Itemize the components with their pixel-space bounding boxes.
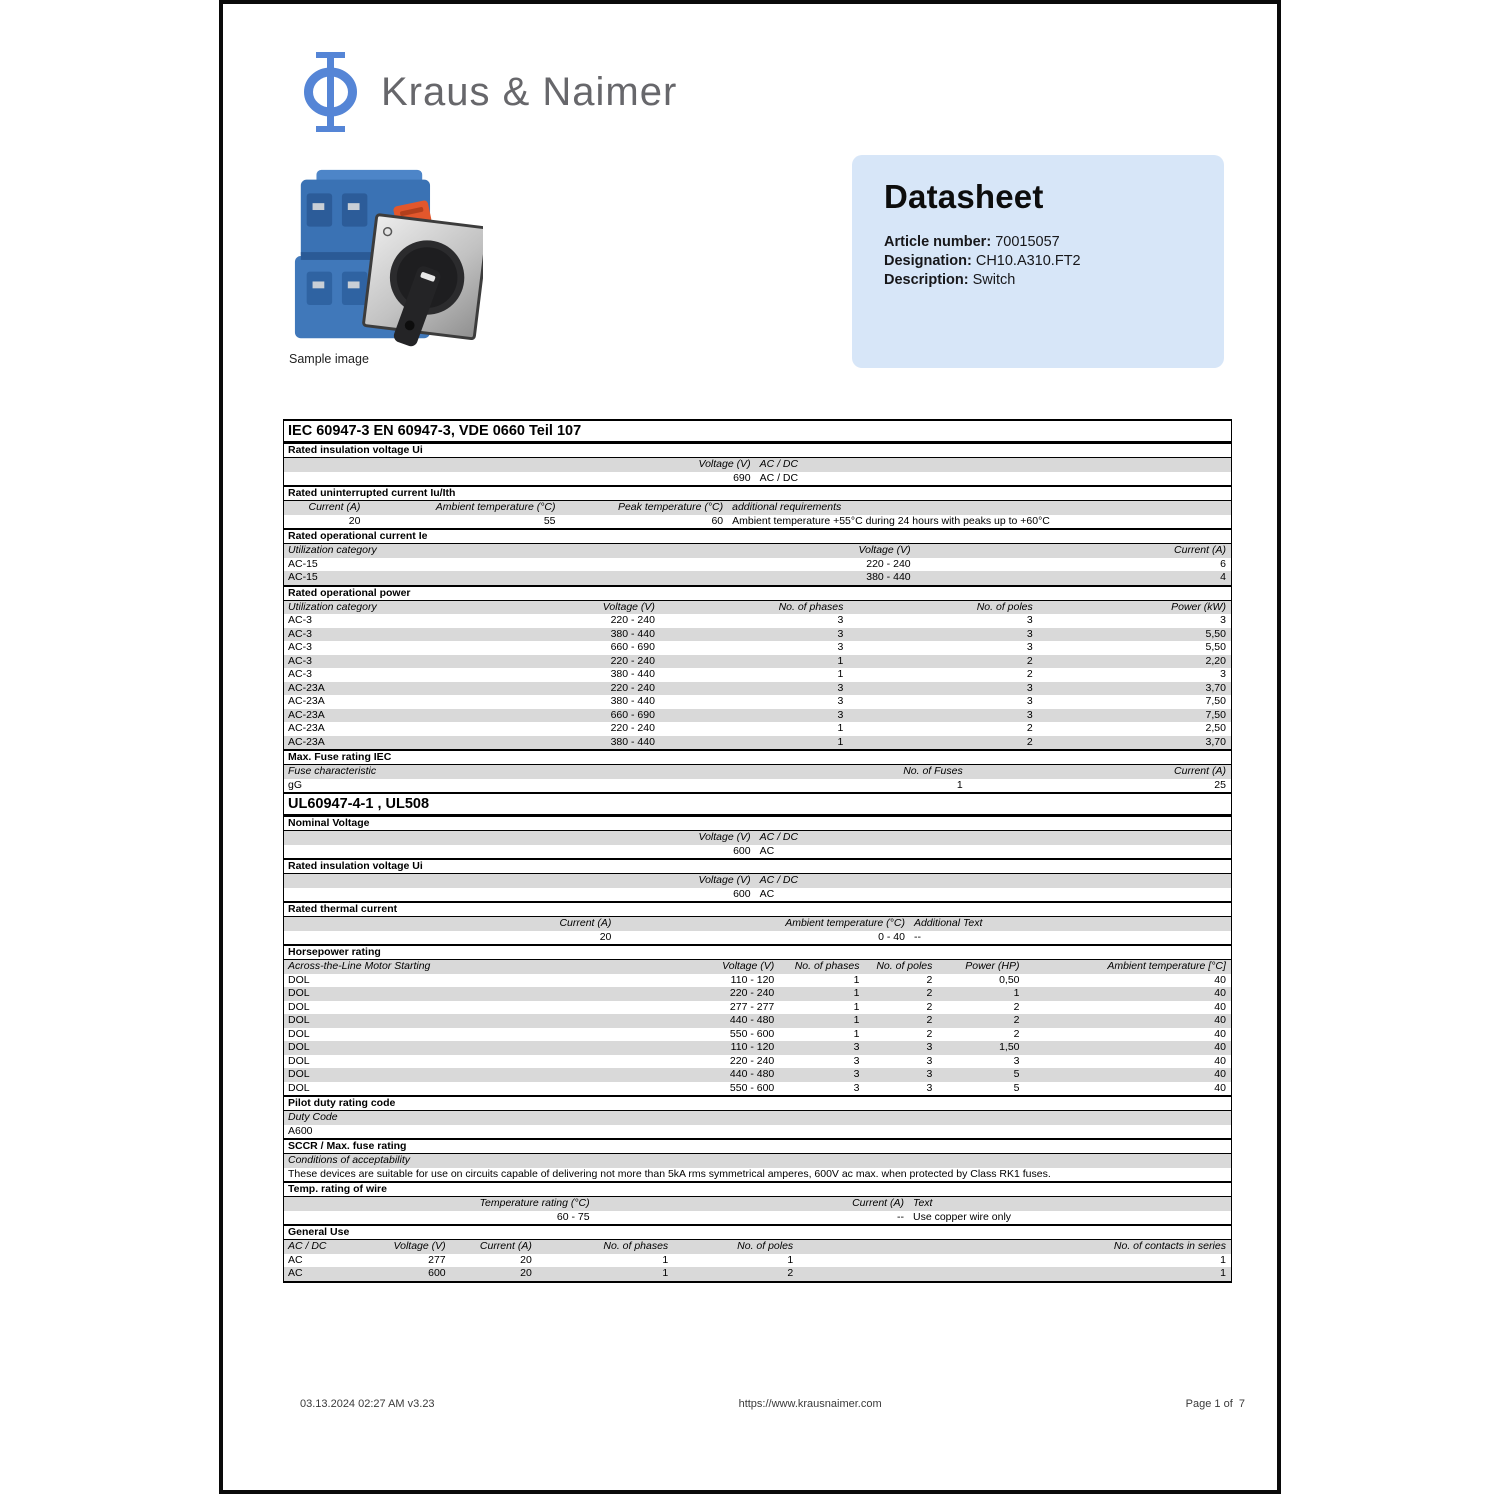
table-cell: 690	[733, 471, 751, 484]
column-header-row	[284, 874, 1231, 888]
table-cell: DOL	[288, 1041, 310, 1053]
table-cell: AC-3	[288, 614, 312, 626]
table-cell: 3	[1026, 708, 1033, 721]
footer-datetime: 03.13.2024 02:27 AM v3.23	[300, 1398, 435, 1410]
table-cell: 3	[926, 1054, 933, 1067]
table-cell: 3	[1220, 614, 1226, 626]
table-cell: 277	[428, 1253, 446, 1266]
data-row	[284, 472, 1231, 486]
table-cell: 20	[520, 1267, 532, 1279]
product-image	[287, 164, 483, 350]
table-cell: 20	[348, 514, 361, 527]
column-header-row	[284, 501, 1231, 515]
table-cell: Peak temperature (°C)	[617, 501, 724, 513]
table-cell: 2	[1026, 668, 1033, 680]
section-header: Rated thermal current	[284, 901, 1231, 917]
data-row	[284, 1014, 1231, 1028]
data-row	[284, 571, 1231, 585]
table-cell: 1	[853, 987, 860, 999]
table-cell: AC-15	[288, 557, 318, 570]
table-cell: 600	[733, 887, 751, 900]
article-number-label: Article number:	[884, 234, 992, 250]
table-cell: DOL	[288, 987, 310, 999]
data-row	[284, 1041, 1231, 1055]
table-cell: 3	[837, 681, 844, 694]
table-cell: AC / DC	[288, 1240, 327, 1252]
description-label: Description:	[884, 272, 969, 288]
table-cell: 277 - 277	[729, 1000, 775, 1013]
table-cell: DOL	[288, 1068, 310, 1080]
column-header-row	[284, 601, 1231, 615]
table-cell: Fuse characteristic	[288, 765, 377, 777]
section-header: Rated operational current Ie	[284, 528, 1231, 544]
table-cell: 3	[1220, 668, 1226, 680]
table-cell: 1	[837, 654, 844, 667]
table-cell: 7,50	[1205, 708, 1226, 721]
table-cell: 3	[853, 1041, 860, 1053]
description-value: Switch	[968, 272, 1016, 288]
data-row	[284, 722, 1231, 736]
table-cell: 380 - 440	[610, 735, 655, 748]
column-header-row	[284, 960, 1231, 974]
table-cell: 3	[926, 1068, 933, 1080]
table-cell: Utilization category	[288, 544, 377, 556]
table-cell: 1	[1013, 987, 1020, 999]
table-cell: 220 - 240	[610, 654, 655, 667]
table-cell: 2	[787, 1267, 794, 1279]
data-row	[284, 779, 1231, 793]
table-cell: 3	[853, 1068, 860, 1080]
table-cell: 1	[1220, 1253, 1226, 1266]
table-cell: 2	[1013, 1014, 1020, 1026]
table-cell: Utilization category	[288, 600, 377, 613]
table-cell: 3	[1026, 695, 1033, 707]
table-cell: 2	[926, 1014, 933, 1026]
table-cell: Voltage (V)	[722, 960, 775, 972]
section-header: Rated insulation voltage Ui	[284, 442, 1231, 458]
table-cell: 110 - 120	[730, 973, 775, 986]
table-cell: AC-23A	[288, 708, 325, 721]
table-cell: 600	[428, 1267, 446, 1279]
column-header-row	[284, 1111, 1231, 1125]
table-cell: 3	[926, 1081, 933, 1094]
table-cell: 3	[1026, 627, 1033, 640]
section-header: Pilot duty rating code	[284, 1095, 1231, 1111]
brand-logo	[303, 52, 677, 132]
table-cell: No. of poles	[737, 1240, 794, 1252]
table-cell: 6	[1220, 557, 1226, 570]
table-cell: Ambient temperature (°C)	[785, 917, 905, 929]
data-row	[284, 614, 1231, 628]
table-cell: AC-15	[288, 571, 318, 583]
table-cell: Across-the-Line Motor Starting	[288, 960, 431, 972]
data-row	[284, 987, 1231, 1001]
table-cell: 0,50	[999, 973, 1020, 986]
data-row	[284, 1254, 1231, 1268]
table-cell: 1	[853, 1027, 860, 1040]
table-cell: 3	[926, 1041, 933, 1053]
table-cell: AC-3	[288, 654, 312, 667]
table-cell: 220 - 240	[610, 614, 655, 626]
table-cell: 40	[1214, 973, 1226, 986]
table-cell: Current (A)	[308, 501, 361, 513]
section-header: Temp. rating of wire	[284, 1181, 1231, 1197]
card-title: Datasheet	[884, 178, 1044, 215]
table-cell: 440 - 480	[729, 1068, 775, 1080]
table-cell: DOL	[288, 1014, 310, 1026]
table-cell: 220 - 240	[729, 987, 775, 999]
data-row	[284, 1267, 1231, 1281]
table-cell: 2	[1026, 722, 1033, 734]
table-cell: 3	[837, 695, 844, 707]
table-cell: 2	[1013, 1027, 1020, 1040]
table-cell: 1	[837, 735, 844, 748]
table-cell: DOL	[288, 1081, 310, 1094]
table-cell: 1	[837, 668, 844, 680]
table-cell: No. of phases	[794, 960, 860, 972]
table-cell: 60	[711, 514, 724, 527]
table-cell: --	[897, 1210, 904, 1223]
table-cell: 40	[1214, 1081, 1226, 1094]
table-cell: 2	[1026, 735, 1033, 748]
table-cell: AC / DC	[759, 458, 799, 470]
data-row	[284, 1028, 1231, 1042]
section-header: Nominal Voltage	[284, 815, 1231, 831]
table-cell: 25	[1214, 778, 1226, 791]
data-row	[284, 888, 1231, 902]
table-cell: 60 - 75	[556, 1210, 590, 1223]
table-cell: 3	[1026, 641, 1033, 653]
table-cell: 1	[1220, 1267, 1226, 1279]
table-cell: 20	[520, 1253, 532, 1266]
datasheet-card	[852, 155, 1224, 368]
table-cell: 3	[853, 1054, 860, 1067]
table-cell: 2	[926, 1027, 933, 1040]
table-cell: 40	[1214, 987, 1226, 999]
section-header: General Use	[284, 1224, 1231, 1240]
table-cell: 220 - 240	[610, 681, 655, 694]
table-cell: 3	[1026, 614, 1033, 626]
section-header: Rated uninterrupted current Iu/Ith	[284, 485, 1231, 501]
table-cell: DOL	[288, 1027, 310, 1040]
article-number-field	[884, 233, 1192, 252]
table-cell: DOL	[288, 1000, 310, 1013]
table-cell: Current (A)	[559, 917, 612, 929]
table-cell: 2	[1013, 1000, 1020, 1013]
table-cell: 1	[853, 1014, 860, 1026]
table-cell: 3,70	[1205, 681, 1226, 694]
table-cell: No. of poles	[876, 960, 933, 972]
table-cell: 3	[837, 627, 844, 640]
table-cell: 3,70	[1205, 735, 1226, 748]
table-cell: Temperature rating (°C)	[479, 1197, 590, 1209]
table-cell: Voltage (V)	[698, 458, 751, 470]
column-header-row	[284, 1240, 1231, 1254]
table-cell: 2	[926, 973, 933, 986]
pdf-page	[219, 0, 1281, 1494]
table-cell: AC	[288, 1253, 303, 1266]
table-cell: 220 - 240	[866, 557, 911, 570]
table-title: UL60947-4-1 , UL508	[284, 792, 1231, 815]
article-number-value: 70015057	[991, 234, 1060, 250]
data-row	[284, 628, 1231, 642]
table-cell: 5	[1013, 1068, 1020, 1080]
table-cell: No. of phases	[778, 600, 844, 613]
table-cell: 2,20	[1205, 654, 1226, 667]
table-cell: 3	[837, 708, 844, 721]
table-cell: 55	[543, 514, 556, 527]
table-cell: 1	[956, 778, 963, 791]
table-cell: Current (A)	[479, 1240, 532, 1252]
table-cell: 5	[1013, 1081, 1020, 1094]
table-cell: Voltage (V)	[393, 1240, 446, 1252]
data-row	[284, 1211, 1231, 1225]
table-cell: Voltage (V)	[698, 831, 751, 843]
designation-value: CH10.A310.FT2	[971, 253, 1081, 269]
table-cell: 1	[853, 1000, 860, 1013]
table-cell: No. of Fuses	[903, 765, 963, 777]
table-cell: Voltage (V)	[602, 600, 655, 613]
table-cell: Current (A)	[1174, 765, 1226, 777]
table-cell: 20	[599, 930, 612, 943]
table-cell: 1	[787, 1253, 794, 1266]
table-cell: Ambient temperature +55°C during 24 hours with peaks up to +60°C	[732, 514, 1050, 527]
table-cell: 40	[1214, 1027, 1226, 1040]
table-cell: Current (A)	[1174, 544, 1226, 556]
column-header-row	[284, 765, 1231, 779]
designation-field	[884, 252, 1192, 271]
section-header: Rated operational power	[284, 585, 1231, 601]
data-row	[284, 1055, 1231, 1069]
table-cell: AC / DC	[759, 874, 799, 886]
table-cell: 40	[1214, 1000, 1226, 1013]
column-header-row	[284, 1154, 1231, 1168]
table-cell: Power (HP)	[965, 960, 1020, 972]
data-row	[284, 695, 1231, 709]
table-cell: 40	[1214, 1068, 1226, 1080]
data-row	[284, 558, 1231, 572]
footer-url-link[interactable]: https://www.krausnaimer.com	[738, 1398, 882, 1410]
spec-table	[283, 419, 1232, 1283]
table-cell: AC / DC	[759, 471, 799, 484]
table-title: IEC 60947-3 EN 60947-3, VDE 0660 Teil 107	[284, 419, 1231, 442]
table-cell: DOL	[288, 1054, 310, 1067]
data-row	[284, 1082, 1231, 1096]
sample-image-caption: Sample image	[289, 352, 369, 366]
table-cell: These devices are suitable for use on circuits capable of delivering not more than 5kA rms symmetrical amperes, 600V ac max. when protected by Class RK1 fuses.	[288, 1167, 1051, 1180]
table-cell: 1	[662, 1267, 669, 1279]
table-cell: 2	[926, 987, 933, 999]
table-cell: No. of contacts in series	[1113, 1240, 1226, 1252]
data-row	[284, 668, 1231, 682]
table-cell: 220 - 240	[610, 722, 655, 734]
table-cell: AC-23A	[288, 681, 325, 694]
table-cell: 2	[1026, 654, 1033, 667]
table-cell: DOL	[288, 973, 310, 986]
data-row	[284, 709, 1231, 723]
table-cell: 40	[1214, 1014, 1226, 1026]
table-cell: 5,50	[1205, 627, 1226, 640]
table-cell: 110 - 120	[730, 1041, 775, 1053]
table-cell: No. of phases	[603, 1240, 669, 1252]
table-cell: Conditions of acceptability	[288, 1154, 410, 1166]
table-cell: Current (A)	[852, 1197, 904, 1209]
table-cell: 3	[1026, 681, 1033, 694]
designation-label: Designation:	[884, 253, 972, 269]
data-row	[284, 974, 1231, 988]
page-footer	[223, 1398, 1277, 1410]
table-cell: Ambient temperature [°C]	[1107, 960, 1226, 972]
data-row	[284, 655, 1231, 669]
table-cell: 3	[837, 641, 844, 653]
table-cell: AC	[759, 844, 775, 857]
table-cell: 660 - 690	[610, 708, 655, 721]
table-cell: gG	[288, 778, 303, 791]
table-cell: 3	[837, 614, 844, 626]
data-row	[284, 1125, 1231, 1139]
data-row	[284, 736, 1231, 750]
brand-name: Kraus & Naimer	[381, 69, 678, 114]
table-cell: --	[913, 930, 921, 943]
table-cell: 2	[926, 1000, 933, 1013]
table-cell: AC-3	[288, 627, 312, 640]
section-header: Rated insulation voltage Ui	[284, 858, 1231, 874]
table-cell: AC-3	[288, 668, 312, 680]
table-cell: A600	[288, 1124, 313, 1137]
table-cell: 1	[853, 973, 860, 986]
table-cell: 3	[1013, 1054, 1020, 1067]
table-cell: 0 - 40	[878, 930, 905, 943]
table-cell: 7,50	[1205, 695, 1226, 707]
table-cell: AC	[759, 887, 775, 900]
table-cell: AC-23A	[288, 735, 325, 748]
table-cell: Use copper wire only	[913, 1210, 1012, 1223]
table-cell: 5,50	[1205, 641, 1226, 653]
table-cell: 2,50	[1205, 722, 1226, 734]
column-header-row	[284, 458, 1231, 472]
table-cell: Duty Code	[288, 1111, 338, 1123]
table-cell: Voltage (V)	[858, 544, 911, 556]
logo-phi-icon	[303, 52, 357, 132]
table-cell: Power (kW)	[1171, 600, 1226, 613]
table-cell: Additional Text	[913, 917, 983, 929]
table-cell: 380 - 440	[866, 571, 911, 583]
section-header: Max. Fuse rating IEC	[284, 749, 1231, 765]
table-cell: 1,50	[999, 1041, 1020, 1053]
column-header-row	[284, 831, 1231, 845]
table-cell: Voltage (V)	[698, 874, 751, 886]
footer-page-number: Page 1 of 7	[1185, 1398, 1245, 1410]
table-cell: 4	[1220, 571, 1226, 583]
table-cell: Ambient temperature (°C)	[435, 501, 556, 513]
table-cell: Text	[913, 1197, 933, 1209]
column-header-row	[284, 544, 1231, 558]
table-cell: AC	[288, 1267, 303, 1279]
table-cell: AC / DC	[759, 831, 799, 843]
table-cell: 40	[1214, 1041, 1226, 1053]
table-cell: 1	[837, 722, 844, 734]
data-row	[284, 641, 1231, 655]
data-row	[284, 1168, 1231, 1182]
data-row	[284, 682, 1231, 696]
table-cell: 380 - 440	[610, 668, 655, 680]
data-row	[284, 845, 1231, 859]
table-cell: 3	[853, 1081, 860, 1094]
table-cell: 600	[733, 844, 751, 857]
table-cell: 660 - 690	[610, 641, 655, 653]
table-cell: 550 - 600	[729, 1081, 775, 1094]
table-cell: 550 - 600	[729, 1027, 775, 1040]
table-cell: 380 - 440	[610, 627, 655, 640]
data-row	[284, 931, 1231, 945]
section-header: Horsepower rating	[284, 944, 1231, 960]
table-cell: AC-23A	[288, 695, 325, 707]
section-header: SCCR / Max. fuse rating	[284, 1138, 1231, 1154]
column-header-row	[284, 1197, 1231, 1211]
description-field	[884, 271, 1192, 290]
data-row	[284, 515, 1231, 529]
table-cell: additional requirements	[732, 501, 842, 513]
table-cell: 40	[1214, 1054, 1226, 1067]
data-row	[284, 1001, 1231, 1015]
table-cell: AC-23A	[288, 722, 325, 734]
table-cell: 1	[662, 1253, 669, 1266]
table-cell: 380 - 440	[610, 695, 655, 707]
data-row	[284, 1068, 1231, 1082]
table-cell: No. of poles	[976, 600, 1033, 613]
table-cell: AC-3	[288, 641, 312, 653]
table-cell: 220 - 240	[729, 1054, 775, 1067]
column-header-row	[284, 917, 1231, 931]
table-cell: 440 - 480	[729, 1014, 775, 1026]
